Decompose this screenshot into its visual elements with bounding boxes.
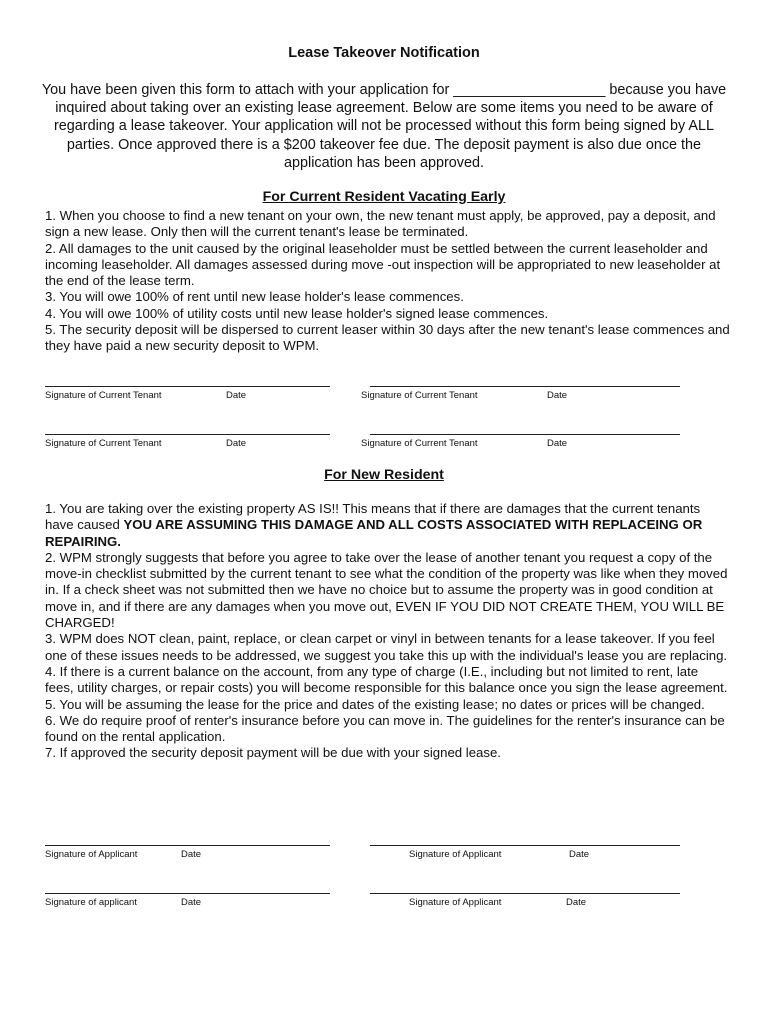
list-item <box>45 501 730 550</box>
signature-label: Signature of Current Tenant <box>361 390 478 401</box>
intro-paragraph: You have been given this form to attach with your application for ___________________ because you have inquired about taking over an existing lease agreement. Below are some items you need to be aware of regarding a lease takeover. Your application will not be processed without this form being signed by ALL parties. Once approved there is a $200 takeover fee due. The deposit payment is also due once the application has been approved. <box>41 82 727 171</box>
applicant-signature-line-3[interactable] <box>45 893 330 894</box>
date-label: Date <box>569 849 590 860</box>
page-title: Lease Takeover Notification <box>288 45 480 61</box>
date-label: Date <box>547 390 568 401</box>
current-tenant-signature-line-2[interactable] <box>370 386 680 387</box>
signature-label: Signature of Applicant <box>409 849 502 860</box>
signature-label: Signature of Applicant <box>45 849 138 860</box>
current-tenant-signature-line-4[interactable] <box>370 434 680 435</box>
applicant-signature-line-1[interactable] <box>45 845 330 846</box>
current-tenant-signature-line-1[interactable] <box>45 386 330 387</box>
signature-label: Signature of Current Tenant <box>45 438 162 449</box>
new-resident-heading: For New Resident <box>324 467 444 483</box>
applicant-signature-line-2[interactable] <box>370 845 680 846</box>
date-label: Date <box>181 897 202 908</box>
signature-label: Signature of Applicant <box>409 897 502 908</box>
current-resident-heading: For Current Resident Vacating Early <box>262 189 506 205</box>
date-label: Date <box>566 897 587 908</box>
signature-label: Signature of applicant <box>45 897 137 908</box>
list-item: 7. If approved the security deposit payment will be due with your signed lease. <box>45 745 501 761</box>
date-label: Date <box>226 438 247 449</box>
list-item: 3. You will owe 100% of rent until new lease holder's lease commences. <box>45 289 464 305</box>
current-resident-items <box>45 208 730 355</box>
signature-label: Signature of Current Tenant <box>45 390 162 401</box>
date-label: Date <box>547 438 568 449</box>
list-item: 4. You will owe 100% of utility costs until new lease holder's signed lease commences. <box>45 305 549 321</box>
list-item: 4. If there is a current balance on the account, from any type of charge (I.E., including but not limited to rent, late fees, utility charges, or repair costs) you will become responsible for this balance once you sign the lease agreement. <box>45 663 728 696</box>
applicant-signature-line-4[interactable] <box>370 893 680 894</box>
list-item: 2. WPM strongly suggests that before you agree to take over the lease of another tenant you request a copy of the move-in checklist submitted by the current tenant to see what the condition of the property was like when they moved in. If a check sheet was not submitted then we have no choice but to assume the property was in good condition at move in, and if there are any damages when you move out, EVEN IF YOU DID NOT CREATE THEM, YOU WILL BE CHARGED! <box>45 549 728 631</box>
item-text: 1. You are taking over the existing property AS IS!! This means that if there are damages that the current tenants have caused <box>45 501 701 533</box>
current-tenant-signature-line-3[interactable] <box>45 434 330 435</box>
date-label: Date <box>181 849 202 860</box>
list-item: 1. When you choose to find a new tenant on your own, the new tenant must apply, be approved, pay a deposit, and sign a new lease. Only then will the current tenant's lease be terminated. <box>45 208 716 240</box>
list-item: 6. We do require proof of renter's insurance before you can move in. The guidelines for the renter's insurance can be found on the rental application. <box>45 712 725 745</box>
list-item: 5. The security deposit will be dispersed to current leaser within 30 days after the new tenant's lease commences and they have paid a new security deposit to WPM. <box>45 322 730 354</box>
new-resident-items <box>45 501 730 762</box>
list-item: 2. All damages to the unit caused by the original leaseholder must be settled between the current leaseholder and incoming leaseholder. All damages assessed during move -out inspection will be appropriated to new leaseholder at the end of the lease term. <box>45 240 721 289</box>
list-item: 5. You will be assuming the lease for the price and dates of the existing lease; no dates or prices will be changed. <box>45 696 705 712</box>
list-item: 3. WPM does NOT clean, paint, replace, or clean carpet or vinyl in between tenants for a lease takeover. If you feel one of these issues needs to be addressed, we suggest you take this up with the individual's lease you are replacing. <box>45 631 728 663</box>
signature-label: Signature of Current Tenant <box>361 438 478 449</box>
date-label: Date <box>226 390 247 401</box>
item-bold-text: YOU ARE ASSUMING THIS DAMAGE AND ALL COSTS ASSOCIATED WITH REPLACEING OR REPAIRING. <box>45 517 703 549</box>
